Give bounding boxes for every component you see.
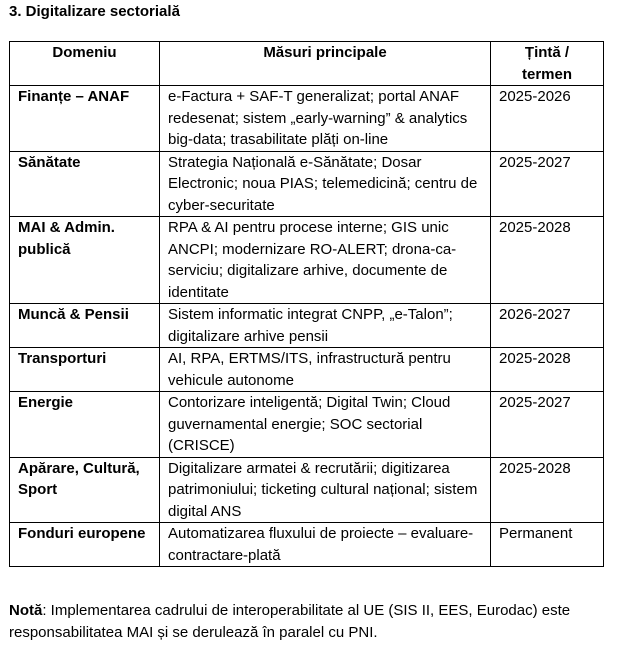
row-target: 2026-2027 bbox=[491, 304, 604, 348]
table-row bbox=[10, 523, 604, 567]
note-label: Notă bbox=[9, 602, 43, 619]
row-domain: Energie bbox=[10, 392, 160, 458]
table-row bbox=[10, 151, 604, 217]
row-target: 2025-2026 bbox=[491, 86, 604, 152]
row-measures: RPA & AI pentru procese interne; GIS unic ANCPI; modernizare RO-ALERT; drona-ca-serviciu; digitalizare arhive, documente de identitate bbox=[160, 217, 491, 304]
table-row bbox=[10, 217, 604, 304]
table-header-row bbox=[10, 42, 604, 86]
row-measures: Contorizare inteligentă; Digital Twin; Cloud guvernamental energie; SOC sectorial (CRISCE) bbox=[160, 392, 491, 458]
row-target: 2025-2028 bbox=[491, 457, 604, 523]
table-row bbox=[10, 392, 604, 458]
row-measures: Digitalizare armatei & recrutării; digitizarea patrimoniului; ticketing cultural național; sistem digital ANS bbox=[160, 457, 491, 523]
row-domain: Sănătate bbox=[10, 151, 160, 217]
row-target: 2025-2028 bbox=[491, 217, 604, 304]
row-measures: AI, RPA, ERTMS/ITS, infrastructură pentru vehicule autonome bbox=[160, 348, 491, 392]
table-row bbox=[10, 304, 604, 348]
row-measures: Strategia Națională e-Sănătate; Dosar Electronic; noua PIAS; telemedicină; centru de cyber-securitate bbox=[160, 151, 491, 217]
row-measures: Automatizarea fluxului de proiecte – evaluare-contractare-plată bbox=[160, 523, 491, 567]
section-heading: 3. Digitalizare sectorială bbox=[9, 3, 180, 20]
row-measures: Sistem informatic integrat CNPP, „e-Talon”; digitalizare arhive pensii bbox=[160, 304, 491, 348]
table-row bbox=[10, 348, 604, 392]
row-target: 2025-2027 bbox=[491, 151, 604, 217]
row-target: 2025-2028 bbox=[491, 348, 604, 392]
sector-digitalization-table bbox=[9, 41, 604, 567]
header-target: Țintă / termen bbox=[491, 42, 604, 86]
row-domain: Fonduri europene bbox=[10, 523, 160, 567]
header-measures: Măsuri principale bbox=[160, 42, 491, 86]
footnote bbox=[9, 600, 634, 643]
header-domain: Domeniu bbox=[10, 42, 160, 86]
row-target: 2025-2027 bbox=[491, 392, 604, 458]
table-row bbox=[10, 86, 604, 152]
table-row bbox=[10, 457, 604, 523]
row-domain: Muncă & Pensii bbox=[10, 304, 160, 348]
row-domain: MAI & Admin. publică bbox=[10, 217, 160, 304]
row-domain: Apărare, Cultură, Sport bbox=[10, 457, 160, 523]
note-text: : Implementarea cadrului de interoperabilitate al UE (SIS II, EES, Eurodac) este responsabilitatea MAI și se derulează în paralel cu PNI. bbox=[9, 602, 571, 641]
row-target: Permanent bbox=[491, 523, 604, 567]
row-domain: Finanțe – ANAF bbox=[10, 86, 160, 152]
row-measures: e-Factura + SAF-T generalizat; portal ANAF redesenat; sistem „early-warning” & analytics big-data; trasabilitate plăți on-line bbox=[160, 86, 491, 152]
row-domain: Transporturi bbox=[10, 348, 160, 392]
